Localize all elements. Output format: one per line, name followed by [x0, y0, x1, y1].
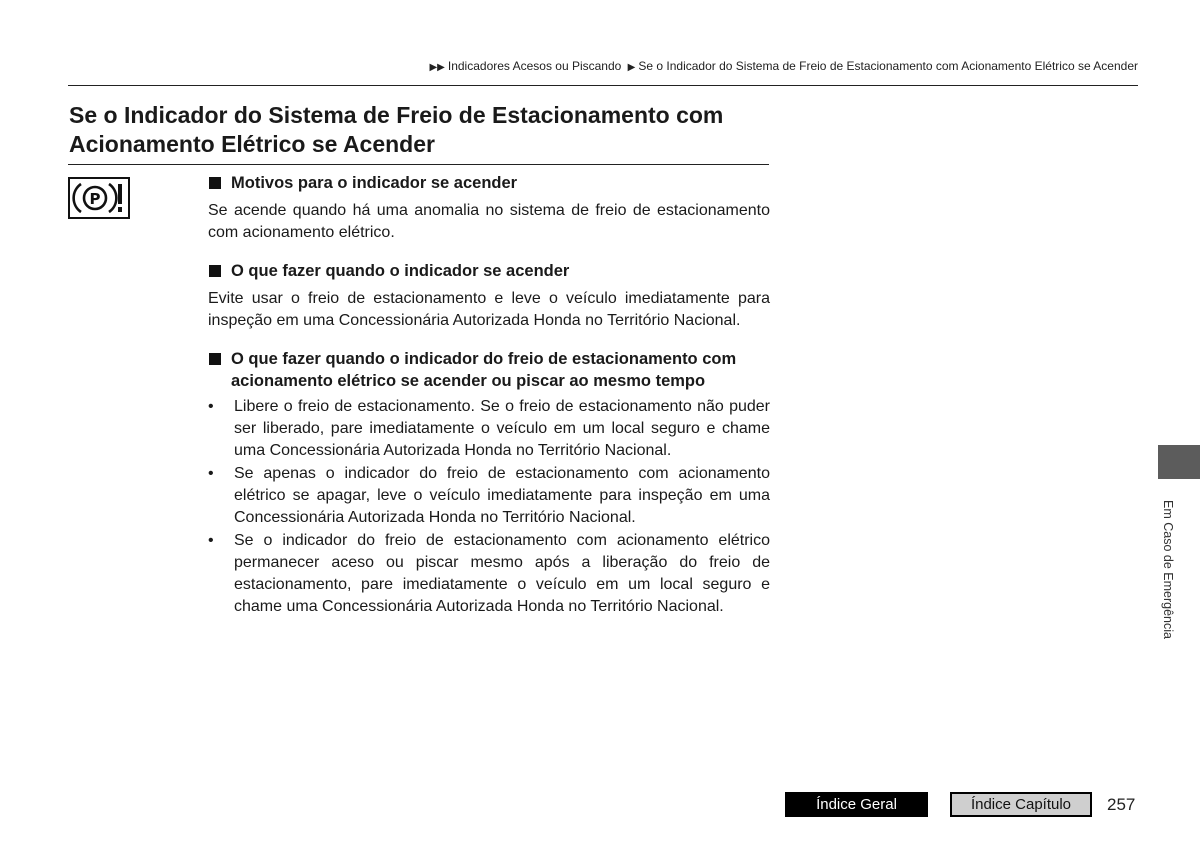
parking-brake-warning-icon — [68, 177, 130, 219]
list-item — [208, 530, 770, 618]
list-item — [208, 396, 770, 462]
square-bullet-icon — [209, 177, 221, 189]
top-divider — [68, 85, 1138, 86]
list-item — [208, 463, 770, 529]
arrow-icon: ▶ — [627, 62, 636, 73]
list-item-text: Libere o freio de estacionamento. Se o freio de estacionamento não puder ser liberado, pare imediatamente o veículo em um local seguro e chame uma Concessionária Autorizada Honda no Território Nacional. — [234, 398, 770, 459]
section-heading-text: O que fazer quando o indicador do freio de estacionamento com acionamento elétrico se acender ou piscar ao mesmo tempo — [231, 350, 737, 390]
section-text-o-que-fazer: Evite usar o freio de estacionamento e leve o veículo imediatamente para inspeção em uma Concessionária Autorizada Honda no Território Nacional. — [208, 290, 770, 329]
title-divider — [68, 164, 769, 165]
section-heading-piscar — [208, 348, 770, 392]
section-heading-o-que-fazer — [208, 260, 770, 282]
square-bullet-icon — [209, 265, 221, 277]
bullet-dot-icon: • — [208, 532, 214, 549]
page-title-line1: Se o Indicador do Sistema de Freio de Estacionamento com — [69, 102, 724, 128]
list-item-text: Se apenas o indicador do freio de estacionamento com acionamento elétrico se apagar, leve o veículo imediatamente para inspeção em uma Concessionária Autorizada Honda no Território Nacional. — [234, 465, 770, 526]
double-arrow-icon: ▶▶ — [429, 62, 445, 73]
section-heading-text: O que fazer quando o indicador se acender — [231, 262, 570, 280]
indice-capitulo-button[interactable]: Índice Capítulo — [950, 792, 1092, 817]
square-bullet-icon — [209, 353, 221, 365]
indice-geral-button[interactable]: Índice Geral — [785, 792, 928, 817]
svg-text:P: P — [89, 190, 101, 208]
bullet-dot-icon: • — [208, 465, 214, 482]
breadcrumb-item-indicadores[interactable]: Indicadores Acesos ou Piscando — [447, 59, 622, 73]
chapter-label: Em Caso de Emergência — [1161, 500, 1175, 639]
list-item-text: Se o indicador do freio de estacionamento com acionamento elétrico permanecer aceso ou piscar mesmo após a liberação do freio de estacionamento, pare imediatamente o veículo em um local seguro e chame uma Concessionária Autorizada Honda no Território Nacional. — [234, 532, 770, 615]
chapter-tab[interactable] — [1158, 445, 1200, 479]
bullet-list — [208, 396, 770, 618]
bullet-dot-icon: • — [208, 398, 214, 415]
section-heading-text: Motivos para o indicador se acender — [231, 174, 518, 192]
section-text-motivos: Se acende quando há uma anomalia no sistema de freio de estacionamento com acionamento elétrico. — [208, 202, 770, 241]
section-heading-motivos — [208, 172, 770, 194]
breadcrumb-item-current: Se o Indicador do Sistema de Freio de Estacionamento com Acionamento Elétrico se Acender — [638, 59, 1138, 73]
breadcrumb — [426, 59, 1138, 73]
page-title — [69, 101, 789, 159]
main-content — [208, 172, 770, 619]
page-number: 257 — [1107, 795, 1136, 814]
page-title-line2: Acionamento Elétrico se Acender — [69, 131, 435, 157]
